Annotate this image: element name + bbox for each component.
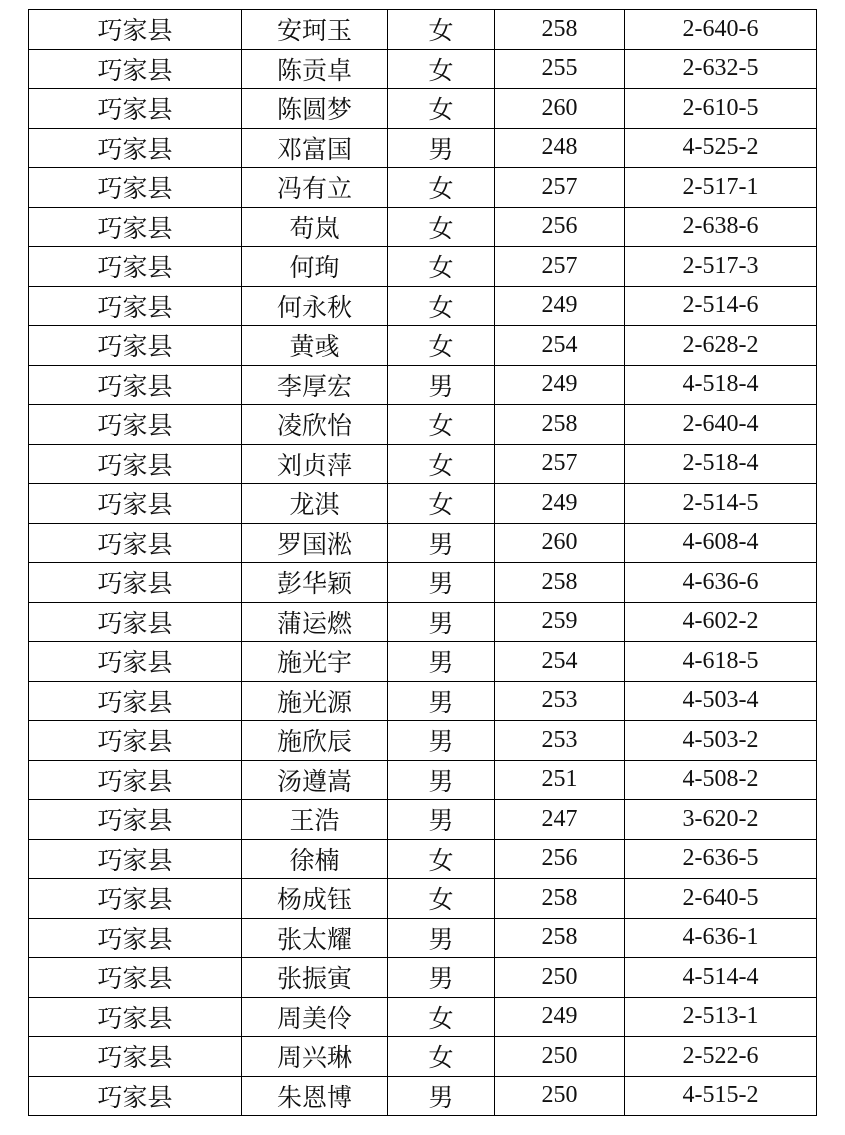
code-cell: 4-515-2 — [625, 1076, 817, 1116]
gender-cell: 女 — [388, 247, 495, 287]
score-cell: 249 — [495, 286, 625, 326]
gender-cell: 男 — [388, 681, 495, 721]
table-row — [29, 405, 817, 445]
county-cell: 巧家县 — [29, 523, 242, 563]
county-cell: 巧家县 — [29, 681, 242, 721]
table-row — [29, 89, 817, 129]
student-name-cell: 朱恩博 — [242, 1076, 388, 1116]
gender-cell: 女 — [388, 879, 495, 919]
student-name-cell: 汤遵嵩 — [242, 760, 388, 800]
table-row — [29, 602, 817, 642]
county-cell: 巧家县 — [29, 563, 242, 603]
gender-cell: 女 — [388, 1037, 495, 1077]
gender-cell: 女 — [388, 207, 495, 247]
table-row — [29, 563, 817, 603]
county-cell: 巧家县 — [29, 405, 242, 445]
score-cell: 253 — [495, 681, 625, 721]
table-row — [29, 1076, 817, 1116]
student-name-cell: 彭华颖 — [242, 563, 388, 603]
code-cell: 2-640-5 — [625, 879, 817, 919]
gender-cell: 男 — [388, 1076, 495, 1116]
county-cell: 巧家县 — [29, 444, 242, 484]
student-name-cell: 施欣辰 — [242, 721, 388, 761]
roster-table-body — [29, 10, 817, 1116]
county-cell: 巧家县 — [29, 484, 242, 524]
county-cell: 巧家县 — [29, 168, 242, 208]
score-cell: 249 — [495, 365, 625, 405]
gender-cell: 男 — [388, 128, 495, 168]
student-name-cell: 刘贞萍 — [242, 444, 388, 484]
code-cell: 2-514-6 — [625, 286, 817, 326]
student-name-cell: 苟岚 — [242, 207, 388, 247]
student-name-cell: 周兴琳 — [242, 1037, 388, 1077]
table-row — [29, 800, 817, 840]
code-cell: 4-503-4 — [625, 681, 817, 721]
table-row — [29, 365, 817, 405]
score-cell: 258 — [495, 563, 625, 603]
score-cell: 248 — [495, 128, 625, 168]
code-cell: 2-628-2 — [625, 326, 817, 366]
county-cell: 巧家县 — [29, 918, 242, 958]
code-cell: 2-522-6 — [625, 1037, 817, 1077]
gender-cell: 男 — [388, 602, 495, 642]
student-name-cell: 徐楠 — [242, 839, 388, 879]
score-cell: 249 — [495, 997, 625, 1037]
table-row — [29, 958, 817, 998]
gender-cell: 女 — [388, 444, 495, 484]
score-cell: 260 — [495, 89, 625, 129]
gender-cell: 女 — [388, 89, 495, 129]
county-cell: 巧家县 — [29, 958, 242, 998]
table-row — [29, 286, 817, 326]
code-cell: 2-640-6 — [625, 10, 817, 50]
table-row — [29, 681, 817, 721]
student-name-cell: 冯有立 — [242, 168, 388, 208]
score-cell: 256 — [495, 207, 625, 247]
student-name-cell: 周美伶 — [242, 997, 388, 1037]
score-cell: 257 — [495, 444, 625, 484]
score-cell: 258 — [495, 879, 625, 919]
student-name-cell: 李厚宏 — [242, 365, 388, 405]
table-row — [29, 1037, 817, 1077]
county-cell: 巧家县 — [29, 800, 242, 840]
score-cell: 258 — [495, 405, 625, 445]
table-row — [29, 760, 817, 800]
table-row — [29, 128, 817, 168]
county-cell: 巧家县 — [29, 997, 242, 1037]
county-cell: 巧家县 — [29, 879, 242, 919]
score-cell: 250 — [495, 1076, 625, 1116]
table-row — [29, 207, 817, 247]
student-name-cell: 陈圆梦 — [242, 89, 388, 129]
score-cell: 253 — [495, 721, 625, 761]
code-cell: 4-503-2 — [625, 721, 817, 761]
county-cell: 巧家县 — [29, 326, 242, 366]
gender-cell: 男 — [388, 642, 495, 682]
county-cell: 巧家县 — [29, 1076, 242, 1116]
score-cell: 249 — [495, 484, 625, 524]
student-name-cell: 凌欣怡 — [242, 405, 388, 445]
score-cell: 258 — [495, 918, 625, 958]
code-cell: 4-636-6 — [625, 563, 817, 603]
student-name-cell: 王浩 — [242, 800, 388, 840]
county-cell: 巧家县 — [29, 602, 242, 642]
table-row — [29, 247, 817, 287]
score-cell: 257 — [495, 168, 625, 208]
county-cell: 巧家县 — [29, 207, 242, 247]
score-cell: 254 — [495, 326, 625, 366]
gender-cell: 女 — [388, 10, 495, 50]
score-cell: 256 — [495, 839, 625, 879]
county-cell: 巧家县 — [29, 721, 242, 761]
county-cell: 巧家县 — [29, 10, 242, 50]
gender-cell: 女 — [388, 484, 495, 524]
table-row — [29, 721, 817, 761]
score-cell: 258 — [495, 10, 625, 50]
code-cell: 4-636-1 — [625, 918, 817, 958]
gender-cell: 女 — [388, 839, 495, 879]
code-cell: 4-514-4 — [625, 958, 817, 998]
student-name-cell: 蒲运燃 — [242, 602, 388, 642]
table-row — [29, 879, 817, 919]
score-cell: 260 — [495, 523, 625, 563]
roster-table — [28, 9, 817, 1116]
table-row — [29, 444, 817, 484]
code-cell: 2-513-1 — [625, 997, 817, 1037]
table-row — [29, 326, 817, 366]
county-cell: 巧家县 — [29, 839, 242, 879]
student-name-cell: 安珂玉 — [242, 10, 388, 50]
code-cell: 2-517-3 — [625, 247, 817, 287]
score-cell: 247 — [495, 800, 625, 840]
county-cell: 巧家县 — [29, 128, 242, 168]
county-cell: 巧家县 — [29, 365, 242, 405]
score-cell: 251 — [495, 760, 625, 800]
score-cell: 250 — [495, 1037, 625, 1077]
gender-cell: 女 — [388, 326, 495, 366]
student-name-cell: 黄彧 — [242, 326, 388, 366]
county-cell: 巧家县 — [29, 89, 242, 129]
county-cell: 巧家县 — [29, 49, 242, 89]
table-row — [29, 839, 817, 879]
table-row — [29, 168, 817, 208]
gender-cell: 男 — [388, 523, 495, 563]
gender-cell: 女 — [388, 168, 495, 208]
code-cell: 2-640-4 — [625, 405, 817, 445]
county-cell: 巧家县 — [29, 760, 242, 800]
gender-cell: 男 — [388, 918, 495, 958]
county-cell: 巧家县 — [29, 247, 242, 287]
county-cell: 巧家县 — [29, 642, 242, 682]
table-row — [29, 484, 817, 524]
code-cell: 4-508-2 — [625, 760, 817, 800]
student-name-cell: 何珣 — [242, 247, 388, 287]
county-cell: 巧家县 — [29, 1037, 242, 1077]
student-name-cell: 杨成钰 — [242, 879, 388, 919]
student-name-cell: 龙淇 — [242, 484, 388, 524]
gender-cell: 男 — [388, 800, 495, 840]
student-name-cell: 施光宇 — [242, 642, 388, 682]
code-cell: 4-608-4 — [625, 523, 817, 563]
code-cell: 4-602-2 — [625, 602, 817, 642]
code-cell: 2-632-5 — [625, 49, 817, 89]
code-cell: 2-518-4 — [625, 444, 817, 484]
gender-cell: 男 — [388, 760, 495, 800]
score-cell: 257 — [495, 247, 625, 287]
code-cell: 2-514-5 — [625, 484, 817, 524]
code-cell: 4-618-5 — [625, 642, 817, 682]
table-row — [29, 49, 817, 89]
gender-cell: 女 — [388, 997, 495, 1037]
gender-cell: 女 — [388, 405, 495, 445]
gender-cell: 男 — [388, 563, 495, 603]
score-cell: 259 — [495, 602, 625, 642]
table-row — [29, 10, 817, 50]
code-cell: 2-638-6 — [625, 207, 817, 247]
student-name-cell: 张太耀 — [242, 918, 388, 958]
gender-cell: 男 — [388, 958, 495, 998]
student-name-cell: 邓富国 — [242, 128, 388, 168]
score-cell: 255 — [495, 49, 625, 89]
table-row — [29, 997, 817, 1037]
table-row — [29, 523, 817, 563]
table-row — [29, 918, 817, 958]
gender-cell: 男 — [388, 721, 495, 761]
score-cell: 250 — [495, 958, 625, 998]
student-name-cell: 陈贡卓 — [242, 49, 388, 89]
gender-cell: 女 — [388, 286, 495, 326]
code-cell: 4-525-2 — [625, 128, 817, 168]
gender-cell: 男 — [388, 365, 495, 405]
code-cell: 2-636-5 — [625, 839, 817, 879]
student-name-cell: 张振寅 — [242, 958, 388, 998]
gender-cell: 女 — [388, 49, 495, 89]
code-cell: 2-610-5 — [625, 89, 817, 129]
code-cell: 2-517-1 — [625, 168, 817, 208]
student-name-cell: 罗国淞 — [242, 523, 388, 563]
code-cell: 4-518-4 — [625, 365, 817, 405]
score-cell: 254 — [495, 642, 625, 682]
student-name-cell: 施光源 — [242, 681, 388, 721]
table-row — [29, 642, 817, 682]
roster-sheet — [28, 9, 816, 1116]
student-name-cell: 何永秋 — [242, 286, 388, 326]
code-cell: 3-620-2 — [625, 800, 817, 840]
county-cell: 巧家县 — [29, 286, 242, 326]
